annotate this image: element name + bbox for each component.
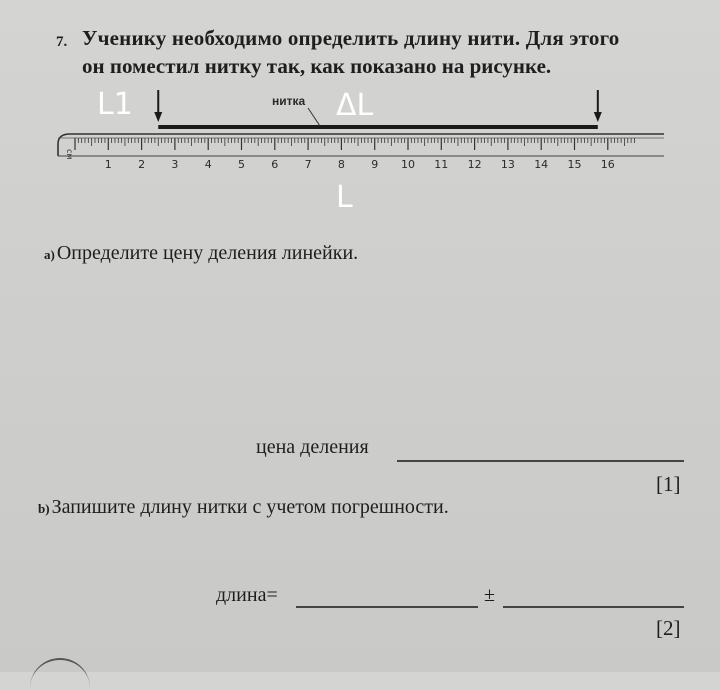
- ruler-number: 13: [500, 158, 515, 171]
- part-b-text: Запишите длину нитки с учетом погрешности.: [51, 496, 449, 518]
- start-arrow-head: [154, 112, 162, 122]
- ruler-number: 1: [104, 158, 112, 171]
- question-text-line2: он поместил нитку так, как показано на рисунке.: [82, 54, 552, 78]
- overlay-label-l: L: [336, 180, 353, 215]
- end-arrow-head: [594, 112, 602, 122]
- part-a-marks: [1]: [656, 472, 681, 496]
- ruler-number: 12: [467, 158, 482, 171]
- thread-label-leader: [308, 108, 320, 126]
- division-value-label: цена деления: [256, 436, 369, 458]
- ruler-outline: [58, 134, 664, 156]
- ruler-number: 9: [371, 158, 379, 171]
- overlay-label-l1: L1: [97, 87, 133, 122]
- part-a-text: Определите цену деления линейки.: [56, 242, 359, 264]
- ruler-number: 6: [271, 158, 279, 171]
- ruler-number: 11: [434, 158, 449, 171]
- part-b-prompt: [38, 496, 449, 519]
- page-edge-arc: [30, 658, 90, 690]
- ruler-number: 16: [600, 158, 615, 171]
- division-value-answer-line[interactable]: [397, 460, 684, 462]
- length-answer-line[interactable]: [296, 606, 478, 608]
- ruler-number: 15: [567, 158, 582, 171]
- thread-label: нитка: [272, 94, 306, 108]
- ruler-number: 7: [304, 158, 312, 171]
- part-b-marks: [2]: [656, 616, 681, 640]
- ruler-number: 2: [138, 158, 146, 171]
- ruler-unit-label: см: [65, 149, 74, 160]
- plus-minus-sign: ±: [484, 584, 495, 606]
- overlay-label-delta-l: ΔL: [336, 88, 374, 123]
- ruler-number: 4: [204, 158, 212, 171]
- part-a-letter: a): [44, 247, 55, 262]
- question-text-line1: Ученику необходимо определить длину нити. Для этого: [82, 26, 620, 50]
- part-b-letter: b): [38, 501, 50, 516]
- ruler-number: 5: [238, 158, 245, 171]
- part-a-prompt: [44, 242, 358, 265]
- question-number: 7.: [56, 34, 68, 50]
- error-answer-line[interactable]: [503, 606, 684, 608]
- length-label: длина=: [216, 584, 278, 606]
- ruler-number: 10: [401, 158, 415, 171]
- ruler-number: 14: [534, 158, 549, 171]
- ruler-number: 3: [171, 158, 179, 171]
- ruler-number: 8: [337, 158, 345, 171]
